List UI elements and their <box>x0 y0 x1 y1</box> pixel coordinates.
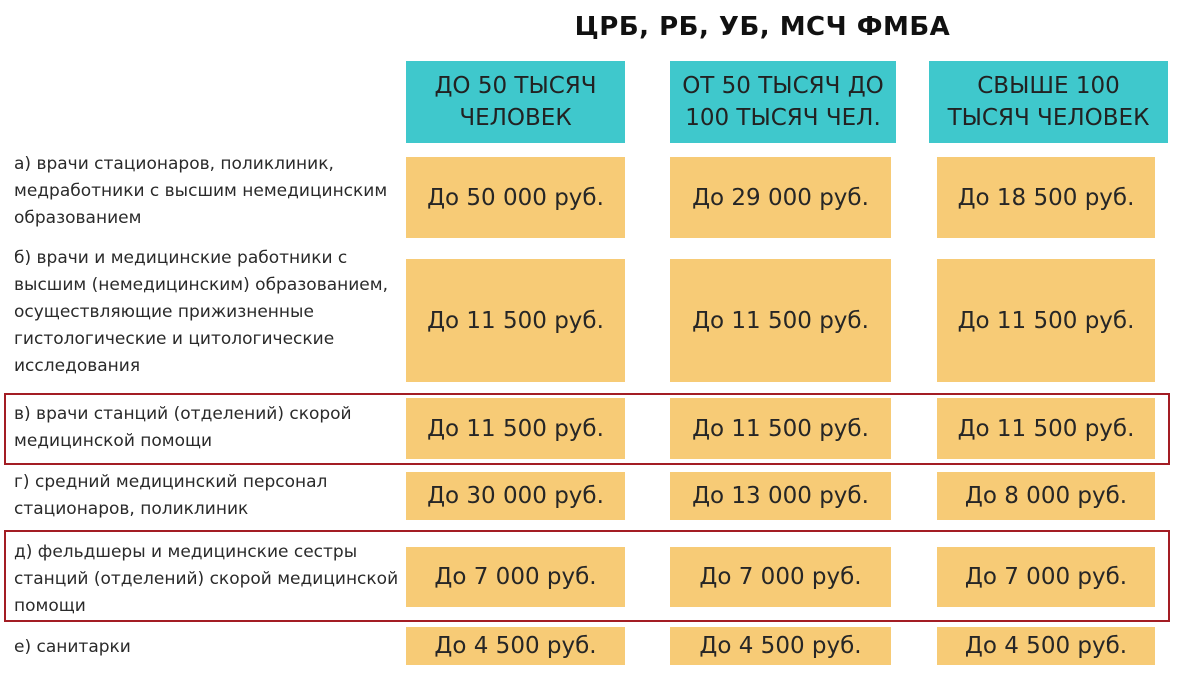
cell-a-col2: До 29 000 руб. <box>670 157 891 238</box>
row-label-d: д) фельдшеры и медицинские сестры станций (отделений) скорой медицинской помощи <box>14 542 399 616</box>
cell-e-col1: До 4 500 руб. <box>406 627 625 665</box>
cell-g-col3: До 8 000 руб. <box>937 472 1155 520</box>
cell-d-col3: До 7 000 руб. <box>937 547 1155 607</box>
cell-e-col2: До 4 500 руб. <box>670 627 891 665</box>
cell-a-col3: До 18 500 руб. <box>937 157 1155 238</box>
cell-a-col1: До 50 000 руб. <box>406 157 625 238</box>
cell-b-col3: До 11 500 руб. <box>937 259 1155 382</box>
cell-b-col2: До 11 500 руб. <box>670 259 891 382</box>
cell-e-col3: До 4 500 руб. <box>937 627 1155 665</box>
cell-g-col1: До 30 000 руб. <box>406 472 625 520</box>
page-title: ЦРБ, РБ, УБ, МСЧ ФМБА <box>574 12 951 42</box>
column-header-over-100k: СВЫШЕ 100 ТЫСЯЧ ЧЕЛОВЕК <box>929 61 1168 143</box>
cell-d-col2: До 7 000 руб. <box>670 547 891 607</box>
cell-g-col2: До 13 000 руб. <box>670 472 891 520</box>
cell-d-col1: До 7 000 руб. <box>406 547 625 607</box>
column-header-50k-100k: ОТ 50 ТЫСЯЧ ДО 100 ТЫСЯЧ ЧЕЛ. <box>670 61 896 143</box>
cell-b-col1: До 11 500 руб. <box>406 259 625 382</box>
cell-v-col1: До 11 500 руб. <box>406 398 625 459</box>
row-label-v: в) врачи станций (отделений) скорой медицинской помощи <box>14 404 352 451</box>
row-label-a: а) врачи стационаров, поликлиник, медработники с высшим немедицинским образованием <box>14 154 388 228</box>
column-header-under-50k: ДО 50 ТЫСЯЧ ЧЕЛОВЕК <box>406 61 625 143</box>
row-label-b: б) врачи и медицинские работники с высшим (немедицинским) образованием, осуществляющие прижизненные гистологические и цитологические исследования <box>14 248 388 376</box>
row-label-e: е) санитарки <box>14 637 131 657</box>
cell-v-col3: До 11 500 руб. <box>937 398 1155 459</box>
cell-v-col2: До 11 500 руб. <box>670 398 891 459</box>
row-label-g: г) средний медицинский персонал стационаров, поликлиник <box>14 472 328 519</box>
